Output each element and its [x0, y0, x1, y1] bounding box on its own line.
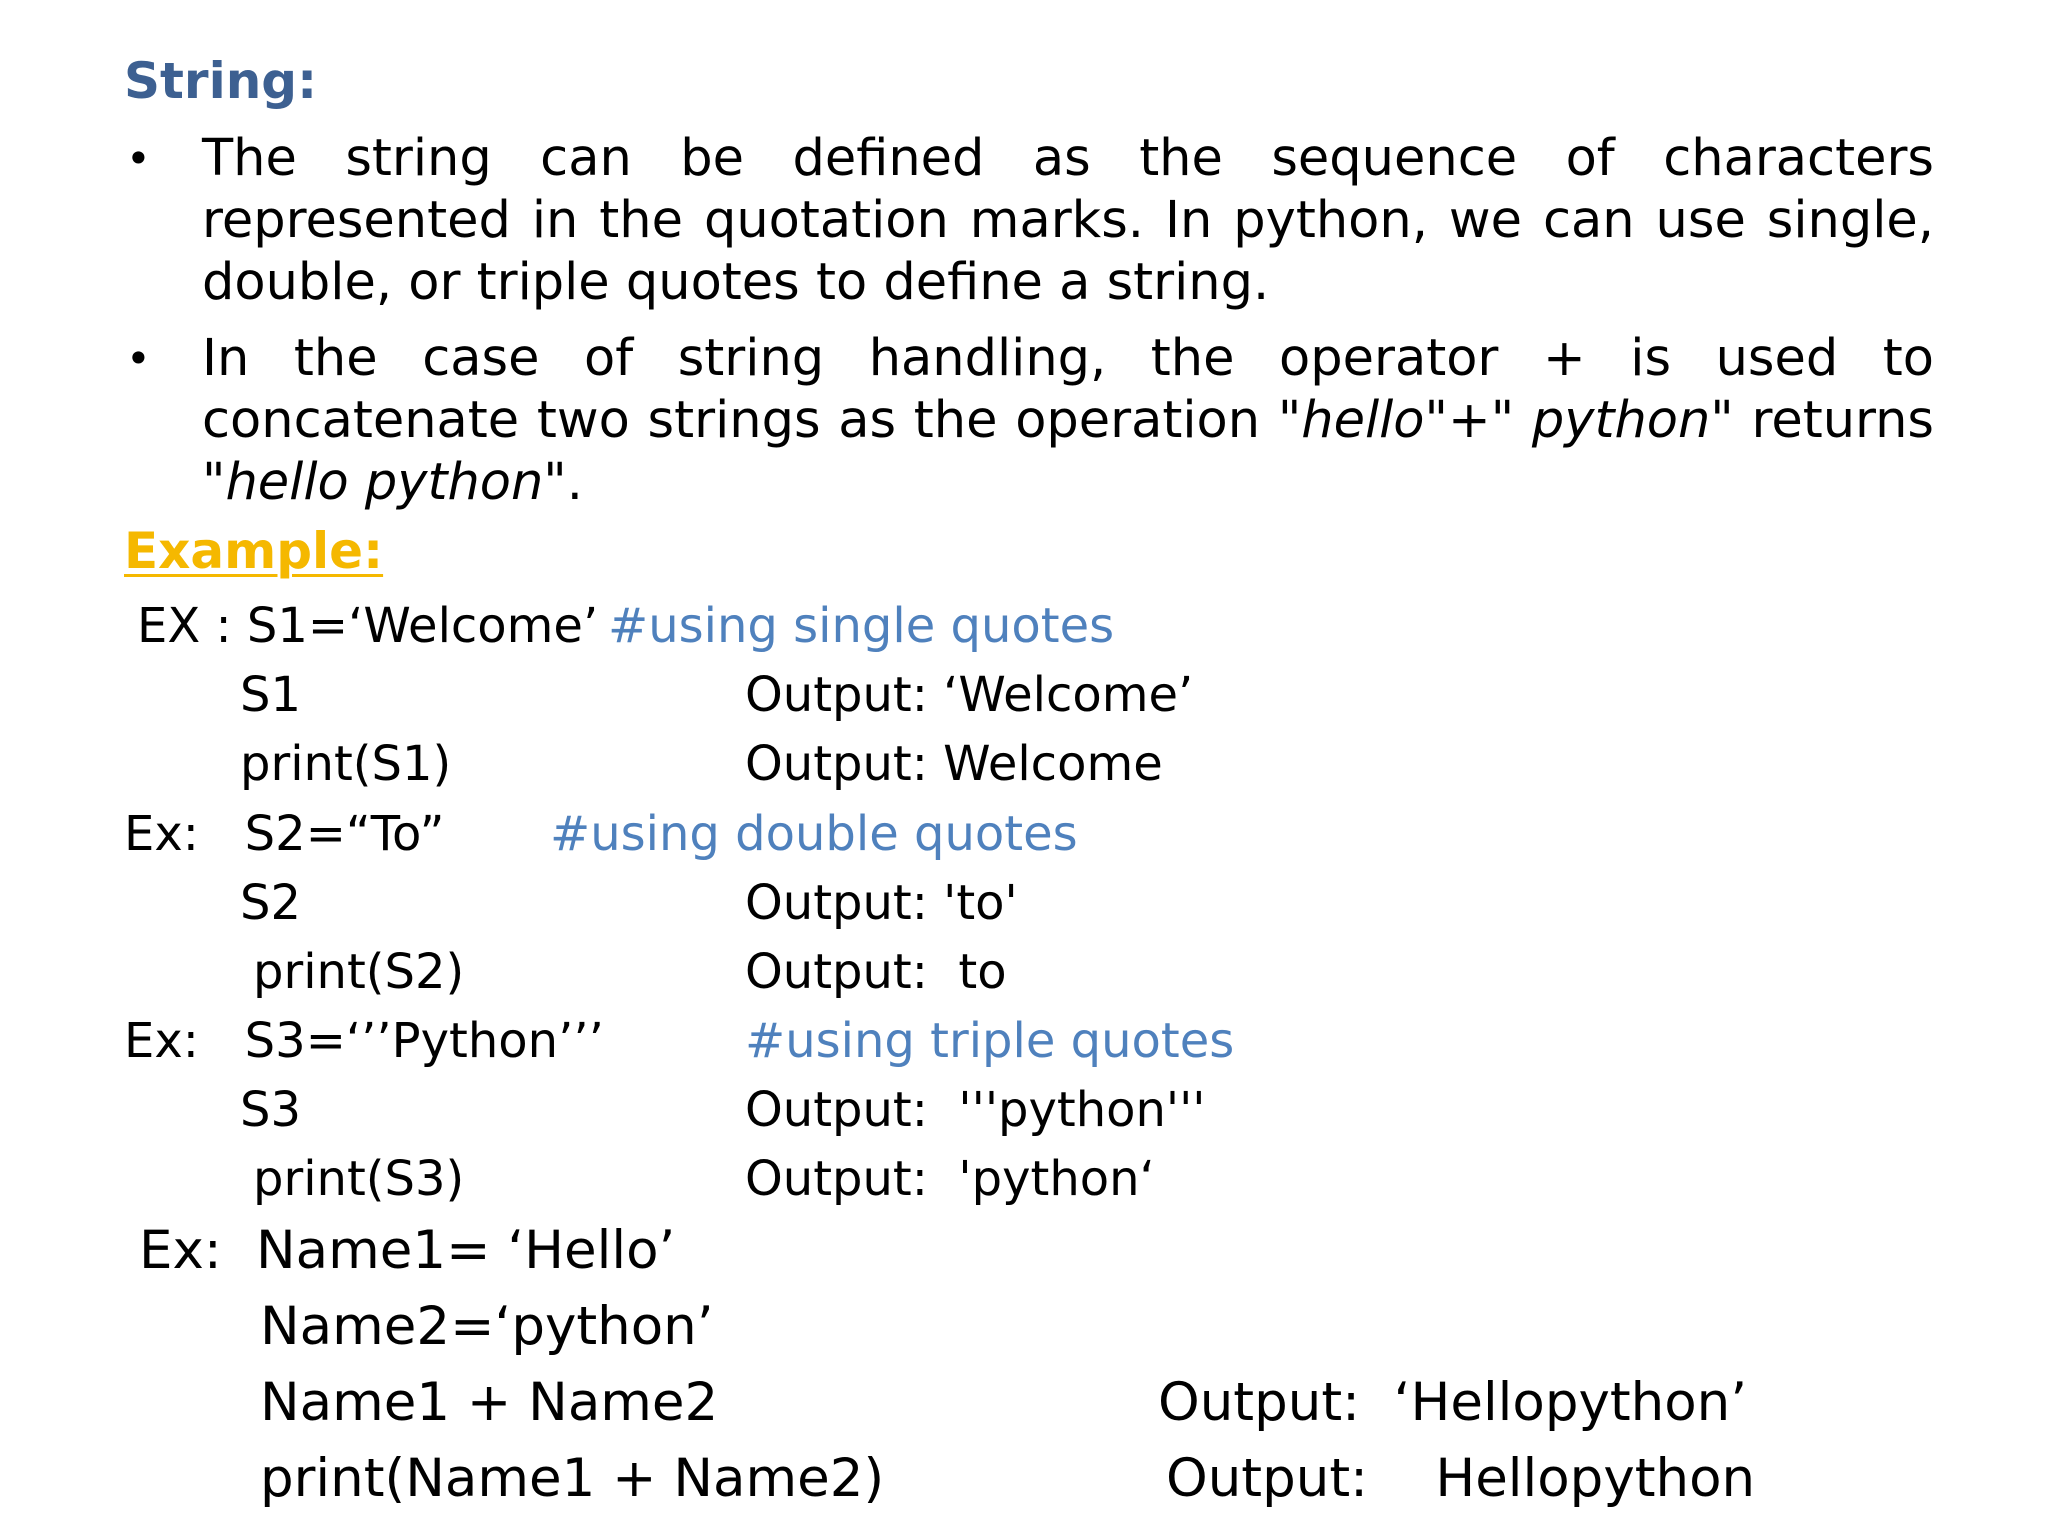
- ex4-line1-code: Name1= ‘Hello’: [256, 1220, 676, 1281]
- ex4-line4-code: print(Name1 + Name2): [260, 1448, 885, 1509]
- ex1-comment: #using single quotes: [608, 598, 1115, 654]
- ex3-comment: #using triple quotes: [745, 1013, 1235, 1069]
- ex2-line2-output: Output: to: [745, 944, 1007, 1000]
- ex4-line3-code: Name1 + Name2: [260, 1372, 719, 1433]
- ex3-line1-code: S3: [240, 1082, 302, 1138]
- ex4-label: Ex:: [139, 1220, 222, 1281]
- bullet-text: In the case of string handling, the operator + is used to concatenate two strings as the operation: [202, 329, 1934, 450]
- bullet-item-concatenation: [124, 328, 1934, 514]
- bullet-code-result: "hello python": [202, 453, 567, 512]
- ex4-line4-output: Output: Hellopython: [1166, 1448, 1756, 1509]
- bullet-icon: •: [126, 334, 151, 383]
- ex3-line2-code: print(S3): [253, 1151, 465, 1207]
- bullet-icon: •: [126, 134, 151, 183]
- bullet-list: [124, 128, 1934, 528]
- ex1-line2-output: Output: Welcome: [745, 736, 1163, 792]
- ex2-label: Ex: S2=“To”: [124, 806, 445, 862]
- ex3-label: Ex: S3=‘’’Python’’’: [124, 1013, 604, 1069]
- example-heading: Example:: [124, 522, 384, 580]
- ex2-line1-output: Output: 'to': [745, 875, 1018, 931]
- ex2-line1-code: S2: [240, 875, 302, 931]
- ex2-line2-code: print(S2): [253, 944, 465, 1000]
- ex4-line2-code: Name2=‘python’: [260, 1296, 714, 1357]
- ex1-line2-code: print(S1): [240, 736, 452, 792]
- slide-heading: String:: [124, 52, 318, 110]
- bullet-text: .: [566, 453, 583, 512]
- ex1-line1-code: S1: [240, 667, 302, 723]
- ex3-line1-output: Output: '''python''': [745, 1082, 1206, 1138]
- bullet-text: The string can be defined as the sequence of characters represented in the quotation marks. In python, we can use single, double, or triple quotes to define a string.: [202, 129, 1934, 312]
- ex1-line1-output: Output: ‘Welcome’: [745, 667, 1194, 723]
- ex3-line2-output: Output: 'python‘: [745, 1151, 1155, 1207]
- ex2-comment: #using double quotes: [550, 806, 1078, 862]
- ex4-line3-output: Output: ‘Hellopython’: [1158, 1372, 1748, 1433]
- bullet-item-definition: [124, 128, 1934, 314]
- ex1-label: EX : S1=‘Welcome’: [137, 598, 599, 654]
- bullet-code-expression: "hello"+" python": [1277, 391, 1734, 450]
- bullet-text: returns: [1733, 391, 1934, 450]
